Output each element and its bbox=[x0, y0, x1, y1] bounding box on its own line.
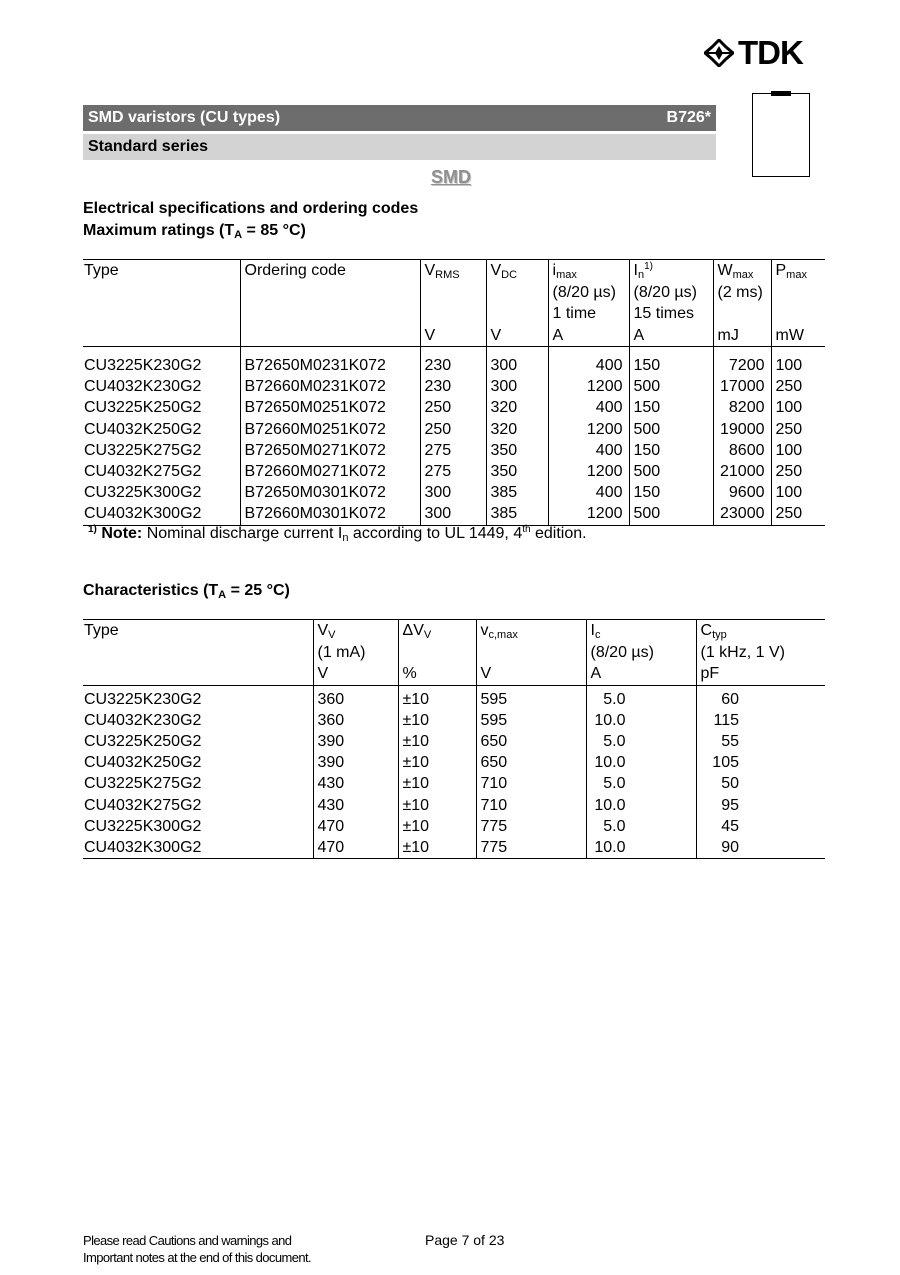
tdk-emblem-icon bbox=[704, 39, 734, 67]
cell-vdc: 385 bbox=[486, 482, 548, 503]
col-header-vv-current: (1 mA) bbox=[313, 642, 398, 664]
terminal-mark bbox=[771, 91, 791, 96]
cell-type: CU3225K250G2 bbox=[84, 732, 202, 750]
cell-vrms: 250 bbox=[420, 419, 486, 440]
cell-wmax: 17000 bbox=[713, 376, 771, 397]
col-header-type: Type bbox=[84, 622, 119, 639]
unit-ctyp: pF bbox=[696, 663, 825, 685]
cell-ordering-code: B72660M0231K072 bbox=[240, 376, 420, 397]
cell-in: 500 bbox=[629, 376, 713, 397]
cell-type: CU4032K250G2 bbox=[84, 754, 202, 772]
header-bar bbox=[83, 105, 716, 131]
cell-imax: 400 bbox=[548, 397, 629, 418]
cell-vrms: 230 bbox=[420, 376, 486, 397]
cell-pmax: 250 bbox=[771, 461, 825, 482]
cell-vrms: 300 bbox=[420, 482, 486, 503]
cell-type: CU4032K300G2 bbox=[84, 838, 202, 856]
cell-vcmax: 595 bbox=[476, 710, 586, 731]
cell-type: CU4032K230G2 bbox=[84, 378, 202, 396]
cell-ic: 10.0 bbox=[586, 752, 696, 773]
col-header-in-pulse: (8/20 µs) bbox=[629, 282, 713, 304]
cell-ordering-code: B72650M0301K072 bbox=[240, 482, 420, 503]
cell-ctyp: 55 bbox=[696, 731, 825, 752]
smd-badge: SMD bbox=[431, 167, 471, 187]
max-ratings-table-body bbox=[83, 355, 825, 525]
cell-type: CU4032K300G2 bbox=[84, 505, 202, 523]
characteristics-table bbox=[83, 619, 825, 859]
document-title: SMD varistors (CU types) bbox=[88, 109, 281, 126]
table-header-row bbox=[83, 282, 825, 304]
unit-vrms: V bbox=[420, 325, 486, 347]
cell-vcmax: 710 bbox=[476, 795, 586, 816]
cell-imax: 1200 bbox=[548, 376, 629, 397]
tdk-logo bbox=[704, 34, 803, 71]
cell-pmax: 250 bbox=[771, 376, 825, 397]
col-header-wmax: $W_{max}$ bbox=[713, 260, 771, 282]
cell-ic: 10.0 bbox=[586, 837, 696, 859]
table-row bbox=[83, 773, 825, 794]
cell-type: CU3225K230G2 bbox=[84, 357, 202, 374]
cell-wmax: 21000 bbox=[713, 461, 771, 482]
series-title: Standard series bbox=[88, 138, 209, 155]
cell-type: CU3225K250G2 bbox=[84, 399, 202, 417]
col-header-pmax: $P_{max}$ bbox=[771, 260, 825, 282]
footer-caution-line2: Important notes at the end of this document. bbox=[83, 1250, 311, 1265]
cell-in: 500 bbox=[629, 419, 713, 440]
cell-vdc: 320 bbox=[486, 397, 548, 418]
cell-type: CU3225K300G2 bbox=[84, 817, 202, 835]
cell-type: CU4032K275G2 bbox=[84, 796, 202, 814]
cell-type: CU3225K300G2 bbox=[84, 484, 202, 502]
cell-vv: 470 bbox=[313, 816, 398, 837]
cell-wmax: 8200 bbox=[713, 397, 771, 418]
unit-pmax: mW bbox=[771, 325, 825, 347]
table-spacer-row bbox=[83, 347, 825, 356]
cell-imax: 1200 bbox=[548, 461, 629, 482]
cell-imax: 400 bbox=[548, 482, 629, 503]
cell-in: 150 bbox=[629, 355, 713, 376]
table-header-row bbox=[83, 303, 825, 325]
cell-ic: 5.0 bbox=[586, 731, 696, 752]
table-row bbox=[83, 795, 825, 816]
cell-in: 500 bbox=[629, 503, 713, 525]
col-header-vcmax: $v_{c,max}$ bbox=[476, 620, 586, 642]
col-header-type: Type bbox=[84, 262, 119, 279]
table-header-row bbox=[83, 642, 825, 664]
cell-vv: 360 bbox=[313, 689, 398, 710]
cell-in: 150 bbox=[629, 482, 713, 503]
cell-dvv: ±10 bbox=[398, 752, 476, 773]
cell-vv: 430 bbox=[313, 795, 398, 816]
cell-ctyp: 115 bbox=[696, 710, 825, 731]
cell-type: CU3225K275G2 bbox=[84, 775, 202, 793]
unit-wmax: mJ bbox=[713, 325, 771, 347]
unit-in: A bbox=[629, 325, 713, 347]
cell-ic: 5.0 bbox=[586, 773, 696, 794]
subheader-bar bbox=[83, 134, 716, 160]
col-header-imax-pulse: (8/20 µs) bbox=[548, 282, 629, 304]
cell-vdc: 300 bbox=[486, 376, 548, 397]
table-row bbox=[83, 731, 825, 752]
col-header-ic: $I_c$ bbox=[586, 620, 696, 642]
cell-ic: 5.0 bbox=[586, 689, 696, 710]
product-code: B726* bbox=[666, 109, 711, 126]
cell-imax: 400 bbox=[548, 440, 629, 461]
col-header-ordering-code: Ordering code bbox=[240, 260, 420, 282]
table-header-row bbox=[83, 620, 825, 642]
cell-vrms: 300 bbox=[420, 503, 486, 525]
cell-pmax: 250 bbox=[771, 419, 825, 440]
unit-vcmax: V bbox=[476, 663, 586, 685]
table-row bbox=[83, 752, 825, 773]
cell-vv: 390 bbox=[313, 731, 398, 752]
cell-vrms: 230 bbox=[420, 355, 486, 376]
cell-vv: 360 bbox=[313, 710, 398, 731]
col-header-wmax-duration: (2 ms) bbox=[713, 282, 771, 304]
cell-ordering-code: B72660M0251K072 bbox=[240, 419, 420, 440]
cell-ic: 10.0 bbox=[586, 795, 696, 816]
col-header-dvv: $\Delta V_V$ bbox=[398, 620, 476, 642]
table-unit-row bbox=[83, 325, 825, 347]
cell-pmax: 100 bbox=[771, 482, 825, 503]
table-row bbox=[83, 816, 825, 837]
cell-pmax: 100 bbox=[771, 397, 825, 418]
cell-vcmax: 595 bbox=[476, 689, 586, 710]
cell-vrms: 275 bbox=[420, 440, 486, 461]
section-title-characteristics: Characteristics ($T_A = 25$ °C) bbox=[83, 582, 290, 601]
unit-ic: A bbox=[586, 663, 696, 685]
cell-type: CU4032K275G2 bbox=[84, 463, 202, 481]
page-number: Page 7 of 23 bbox=[425, 1232, 505, 1248]
cell-vv: 430 bbox=[313, 773, 398, 794]
cell-wmax: 9600 bbox=[713, 482, 771, 503]
table-unit-row bbox=[83, 663, 825, 685]
unit-imax: A bbox=[548, 325, 629, 347]
cell-type: CU4032K230G2 bbox=[84, 711, 202, 729]
cell-ctyp: 105 bbox=[696, 752, 825, 773]
cell-vdc: 300 bbox=[486, 355, 548, 376]
section-title-specifications: Electrical specifications and ordering codes bbox=[83, 200, 419, 217]
cell-in: 500 bbox=[629, 461, 713, 482]
cell-pmax: 100 bbox=[771, 355, 825, 376]
cell-dvv: ±10 bbox=[398, 795, 476, 816]
cell-ctyp: 60 bbox=[696, 689, 825, 710]
footer-caution bbox=[83, 1232, 311, 1266]
cell-dvv: ±10 bbox=[398, 816, 476, 837]
col-header-in-count: 15 times bbox=[629, 303, 713, 325]
cell-vv: 470 bbox=[313, 837, 398, 859]
footer-caution-line1: Please read Cautions and warnings and bbox=[83, 1233, 292, 1248]
cell-ic: 5.0 bbox=[586, 816, 696, 837]
cell-vrms: 275 bbox=[420, 461, 486, 482]
cell-wmax: 19000 bbox=[713, 419, 771, 440]
col-header-in: $I_n^{1)}$ bbox=[629, 260, 713, 282]
table-row bbox=[83, 710, 825, 731]
col-header-vrms: $V_{RMS}$ bbox=[420, 260, 486, 282]
cell-ctyp: 45 bbox=[696, 816, 825, 837]
table-row bbox=[83, 482, 825, 503]
cell-type: CU3225K230G2 bbox=[84, 690, 202, 708]
table-row bbox=[83, 440, 825, 461]
section-subtitle-max-ratings: Maximum ratings ($T_A = 85$ °C) bbox=[83, 222, 306, 241]
cell-vcmax: 775 bbox=[476, 837, 586, 859]
col-header-vdc: $V_{DC}$ bbox=[486, 260, 548, 282]
footnote: $^{1)}$ Note: Nominal discharge current $I_n$ according to UL 1449, 4th edition. bbox=[88, 524, 587, 544]
table-row bbox=[83, 355, 825, 376]
cell-ic: 10.0 bbox=[586, 710, 696, 731]
cell-type: CU3225K275G2 bbox=[84, 441, 202, 459]
table-row bbox=[83, 503, 825, 525]
table-header-row bbox=[83, 260, 825, 282]
cell-vcmax: 650 bbox=[476, 731, 586, 752]
col-header-imax: $i_{max}$ bbox=[548, 260, 629, 282]
logo-text: TDK bbox=[738, 34, 803, 71]
cell-vv: 390 bbox=[313, 752, 398, 773]
col-header-ic-pulse: (8/20 µs) bbox=[586, 642, 696, 664]
cell-dvv: ±10 bbox=[398, 731, 476, 752]
cell-in: 150 bbox=[629, 397, 713, 418]
table-row bbox=[83, 837, 825, 859]
cell-vcmax: 650 bbox=[476, 752, 586, 773]
cell-vdc: 320 bbox=[486, 419, 548, 440]
cell-vrms: 250 bbox=[420, 397, 486, 418]
cell-vdc: 350 bbox=[486, 440, 548, 461]
table-row bbox=[83, 376, 825, 397]
col-header-vv: $V_V$ bbox=[313, 620, 398, 642]
cell-ordering-code: B72650M0251K072 bbox=[240, 397, 420, 418]
cell-ctyp: 95 bbox=[696, 795, 825, 816]
cell-wmax: 7200 bbox=[713, 355, 771, 376]
table-row bbox=[83, 397, 825, 418]
cell-type: CU4032K250G2 bbox=[84, 420, 202, 438]
cell-imax: 400 bbox=[548, 355, 629, 376]
unit-vv: V bbox=[313, 663, 398, 685]
cell-ordering-code: B72660M0301K072 bbox=[240, 503, 420, 525]
cell-dvv: ±10 bbox=[398, 773, 476, 794]
cell-dvv: ±10 bbox=[398, 710, 476, 731]
cell-imax: 1200 bbox=[548, 503, 629, 525]
characteristics-table-body bbox=[83, 685, 825, 859]
max-ratings-table bbox=[83, 259, 825, 526]
cell-vdc: 350 bbox=[486, 461, 548, 482]
col-header-ctyp: $C_{typ}$ bbox=[696, 620, 825, 642]
cell-pmax: 100 bbox=[771, 440, 825, 461]
component-thumbnail bbox=[752, 93, 810, 177]
cell-imax: 1200 bbox=[548, 419, 629, 440]
cell-dvv: ±10 bbox=[398, 837, 476, 859]
cell-vdc: 385 bbox=[486, 503, 548, 525]
cell-wmax: 23000 bbox=[713, 503, 771, 525]
cell-ordering-code: B72660M0271K072 bbox=[240, 461, 420, 482]
cell-ctyp: 90 bbox=[696, 837, 825, 859]
cell-pmax: 250 bbox=[771, 503, 825, 525]
cell-wmax: 8600 bbox=[713, 440, 771, 461]
cell-dvv: ±10 bbox=[398, 689, 476, 710]
col-header-ctyp-condition: (1 kHz, 1 V) bbox=[696, 642, 825, 664]
cell-ordering-code: B72650M0271K072 bbox=[240, 440, 420, 461]
cell-ordering-code: B72650M0231K072 bbox=[240, 355, 420, 376]
table-row bbox=[83, 689, 825, 710]
table-row bbox=[83, 419, 825, 440]
cell-vcmax: 710 bbox=[476, 773, 586, 794]
cell-in: 150 bbox=[629, 440, 713, 461]
cell-vcmax: 775 bbox=[476, 816, 586, 837]
unit-dvv: % bbox=[398, 663, 476, 685]
unit-vdc: V bbox=[486, 325, 548, 347]
col-header-imax-count: 1 time bbox=[548, 303, 629, 325]
table-row bbox=[83, 461, 825, 482]
cell-ctyp: 50 bbox=[696, 773, 825, 794]
